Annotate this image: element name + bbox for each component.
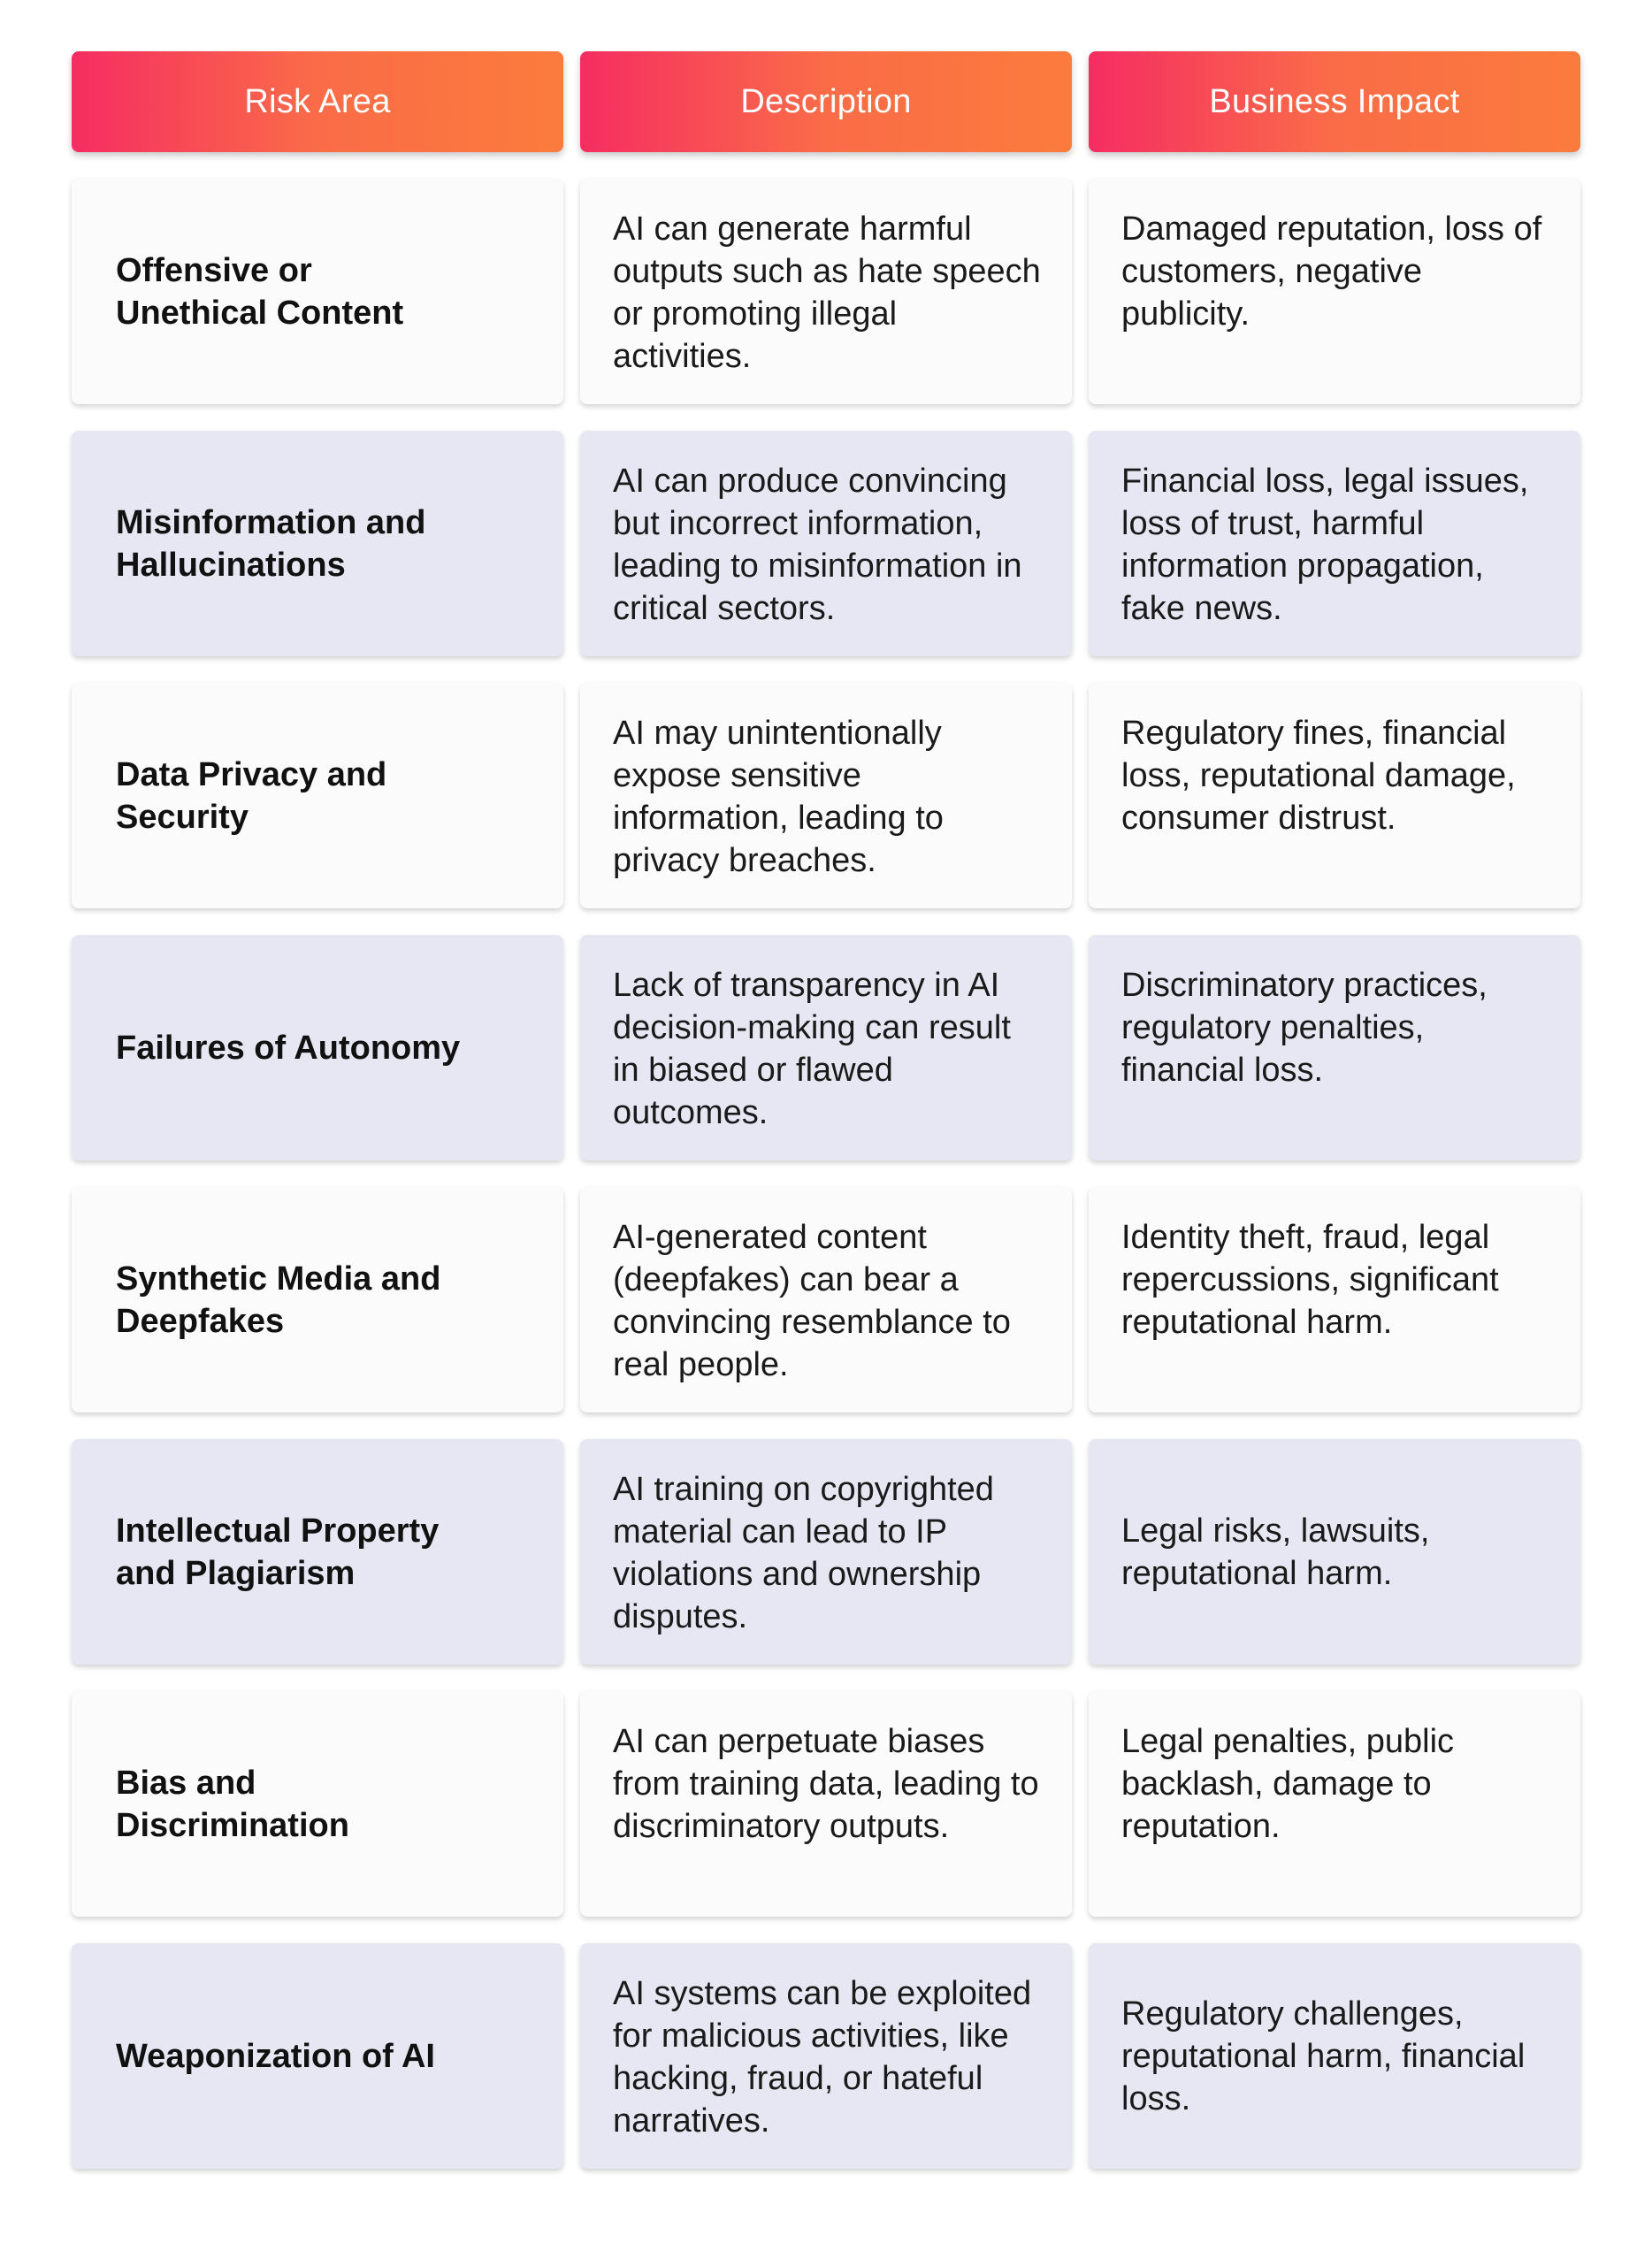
risk-area-cell: Data Privacy and Security	[72, 683, 563, 908]
risk-area-cell: Synthetic Media and Deepfakes	[72, 1187, 563, 1413]
risk-area-cell: Intellectual Property and Plagiarism	[72, 1439, 563, 1665]
business-impact-cell: Regulatory fines, financial loss, reputational damage, consumer distrust.	[1089, 683, 1580, 908]
description-cell: AI can perpetuate biases from training data, leading to discriminatory outputs.	[580, 1691, 1072, 1917]
description-cell: AI-generated content (deepfakes) can bear a convincing resemblance to real people.	[580, 1187, 1072, 1413]
risk-area-cell: Bias and Discrimination	[72, 1691, 563, 1917]
business-impact-cell: Discriminatory practices, regulatory penalties, financial loss.	[1089, 935, 1580, 1160]
risk-area-cell: Misinformation and Hallucinations	[72, 431, 563, 656]
risk-table	[72, 51, 1580, 2195]
business-impact-cell: Financial loss, legal issues, loss of trust, harmful information propagation, fake news.	[1089, 431, 1580, 656]
risk-area-cell: Offensive or Unethical Content	[72, 179, 563, 404]
description-cell: AI systems can be exploited for malicious activities, like hacking, fraud, or hateful narratives.	[580, 1943, 1072, 2169]
table-row	[72, 1691, 1580, 1917]
description-cell: AI may unintentionally expose sensitive information, leading to privacy breaches.	[580, 683, 1072, 908]
business-impact-cell: Legal risks, lawsuits, reputational harm.	[1089, 1439, 1580, 1665]
table-row	[72, 1187, 1580, 1413]
table-header-row	[72, 51, 1580, 152]
table-row	[72, 1439, 1580, 1665]
description-cell: AI training on copyrighted material can lead to IP violations and ownership disputes.	[580, 1439, 1072, 1665]
business-impact-cell: Legal penalties, public backlash, damage to reputation.	[1089, 1691, 1580, 1917]
risk-area-cell: Weaponization of AI	[72, 1943, 563, 2169]
table-row	[72, 1943, 1580, 2169]
business-impact-cell: Identity theft, fraud, legal repercussions, significant reputational harm.	[1089, 1187, 1580, 1413]
header-description: Description	[580, 51, 1072, 152]
header-business-impact: Business Impact	[1089, 51, 1580, 152]
table-row	[72, 935, 1580, 1160]
description-cell: AI can produce convincing but incorrect information, leading to misinformation in critical sectors.	[580, 431, 1072, 656]
header-risk-area: Risk Area	[72, 51, 563, 152]
business-impact-cell: Damaged reputation, loss of customers, negative publicity.	[1089, 179, 1580, 404]
table-row	[72, 431, 1580, 656]
table-row	[72, 683, 1580, 908]
description-cell: Lack of transparency in AI decision-making can result in biased or flawed outcomes.	[580, 935, 1072, 1160]
business-impact-cell: Regulatory challenges, reputational harm, financial loss.	[1089, 1943, 1580, 2169]
table-row	[72, 179, 1580, 404]
description-cell: AI can generate harmful outputs such as hate speech or promoting illegal activities.	[580, 179, 1072, 404]
risk-area-cell: Failures of Autonomy	[72, 935, 563, 1160]
